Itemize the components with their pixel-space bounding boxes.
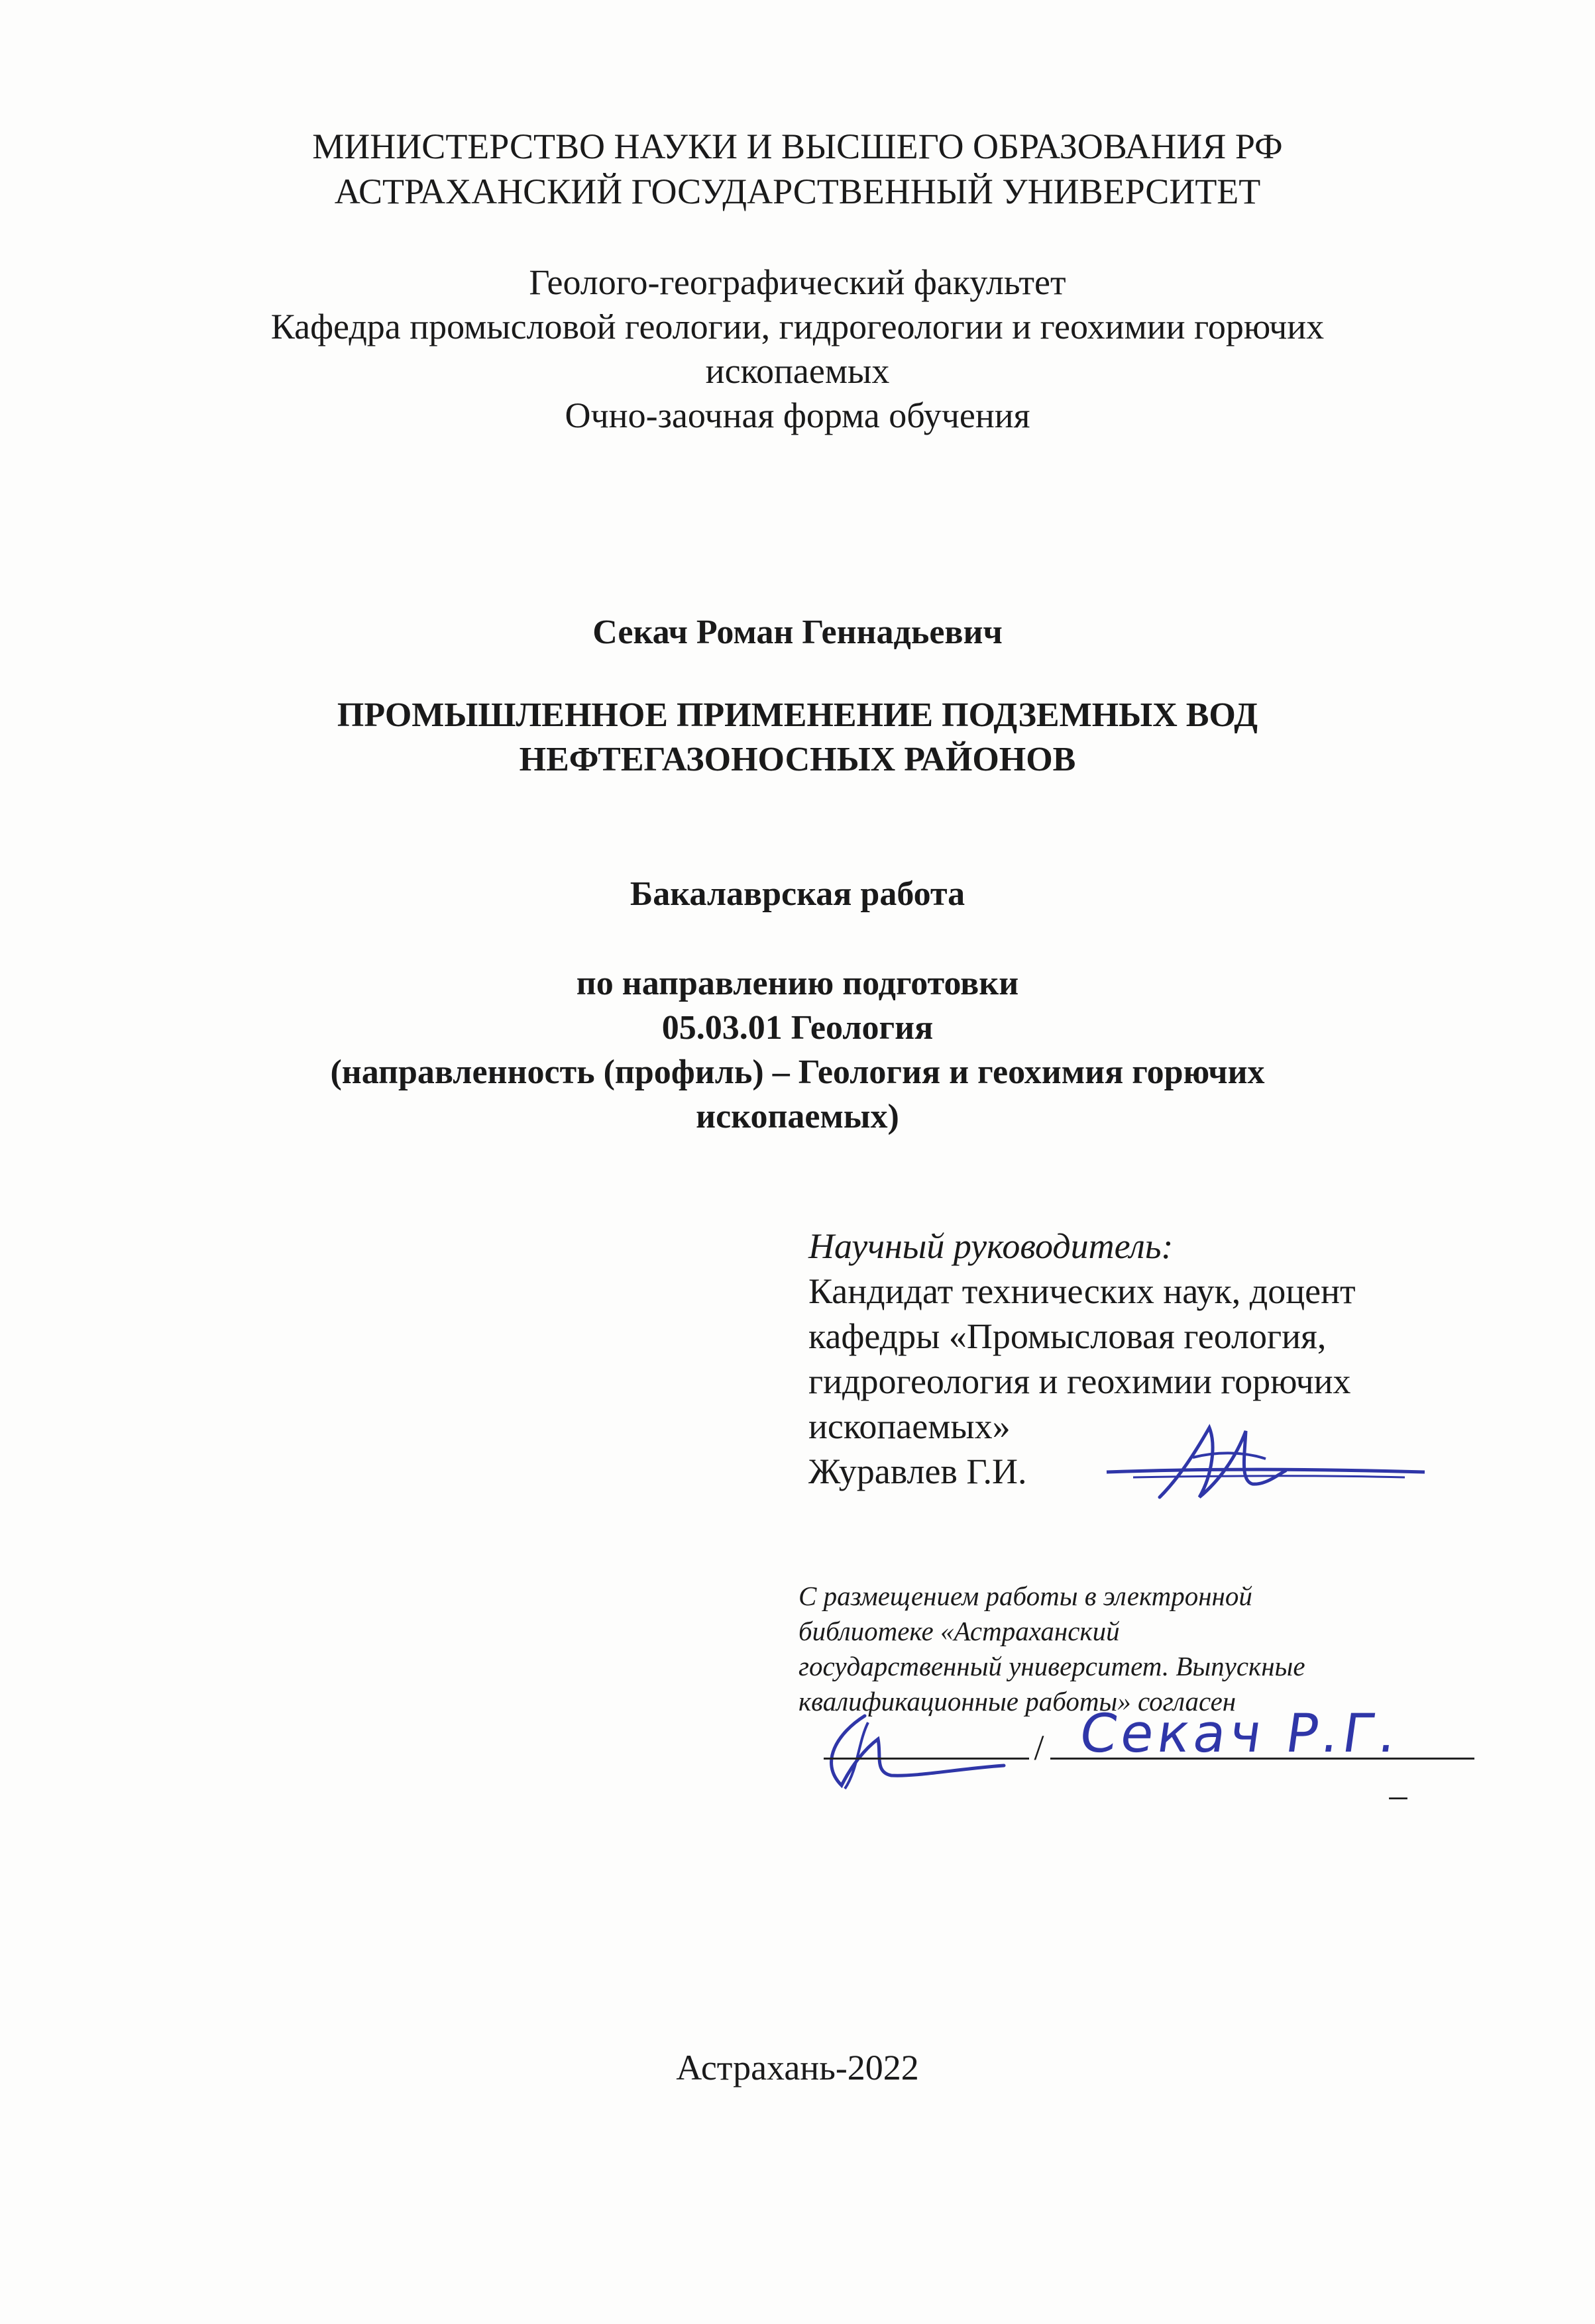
consent-line-3: государственный университет. Выпускные — [798, 1651, 1305, 1681]
university-line: АСТРАХАНСКИЙ ГОСУДАРСТВЕННЫЙ УНИВЕРСИТЕТ — [334, 172, 1261, 211]
work-type: Бакалаврская работа — [630, 875, 965, 913]
supervisor-signature — [1087, 1411, 1431, 1517]
thesis-title-line-1: ПРОМЫШЛЕННОЕ ПРИМЕНЕНИЕ ПОДЗЕМНЫХ ВОД — [337, 696, 1258, 734]
direction-line-4: ископаемых) — [696, 1098, 899, 1136]
signature-line — [824, 1758, 1029, 1760]
department-line-2: ископаемых — [705, 351, 890, 391]
supervisor-label: Научный руководитель: — [808, 1226, 1174, 1266]
author-name: Секач Роман Геннадьевич — [592, 613, 1003, 651]
supervisor-line-3: гидрогеология и геохимии горючих — [808, 1361, 1351, 1401]
ministry-line: МИНИСТЕРСТВО НАУКИ И ВЫСШЕГО ОБРАЗОВАНИЯ РФ — [312, 127, 1283, 166]
supervisor-line-4: ископаемых» — [808, 1406, 1011, 1446]
faculty-line: Геолого-географический факультет — [529, 262, 1066, 302]
thesis-title-line-2: НЕФТЕГАЗОНОСНЫХ РАЙОНОВ — [519, 741, 1076, 778]
signature-separator: / — [1034, 1728, 1044, 1768]
supervisor-line-2: кафедры «Промысловая геология, — [808, 1316, 1327, 1356]
supervisor-name: Журавлев Г.И. — [808, 1452, 1027, 1491]
handwritten-name: Секач Р.Г. — [1075, 1703, 1405, 1764]
trailing-mark: _ — [1389, 1763, 1407, 1803]
consent-line-1: С размещением работы в электронной — [798, 1581, 1252, 1611]
department-line-1: Кафедра промысловой геологии, гидрогеологии и геохимии горючих — [270, 307, 1325, 346]
direction-line-3: (направленность (профиль) – Геология и геохимия горючих — [330, 1053, 1265, 1091]
direction-line-2: 05.03.01 Геология — [661, 1009, 934, 1047]
direction-line-1: по направлению подготовки — [576, 965, 1019, 1002]
supervisor-line-1: Кандидат технических наук, доцент — [808, 1271, 1356, 1311]
consent-line-2: библиотеке «Астраханский — [798, 1616, 1120, 1646]
study-form-line: Очно-заочная форма обучения — [565, 396, 1030, 435]
consent-line-4: квалификационные работы» согласен — [798, 1686, 1237, 1717]
city-year: Астрахань-2022 — [676, 2048, 919, 2087]
student-signature — [805, 1703, 1030, 1795]
